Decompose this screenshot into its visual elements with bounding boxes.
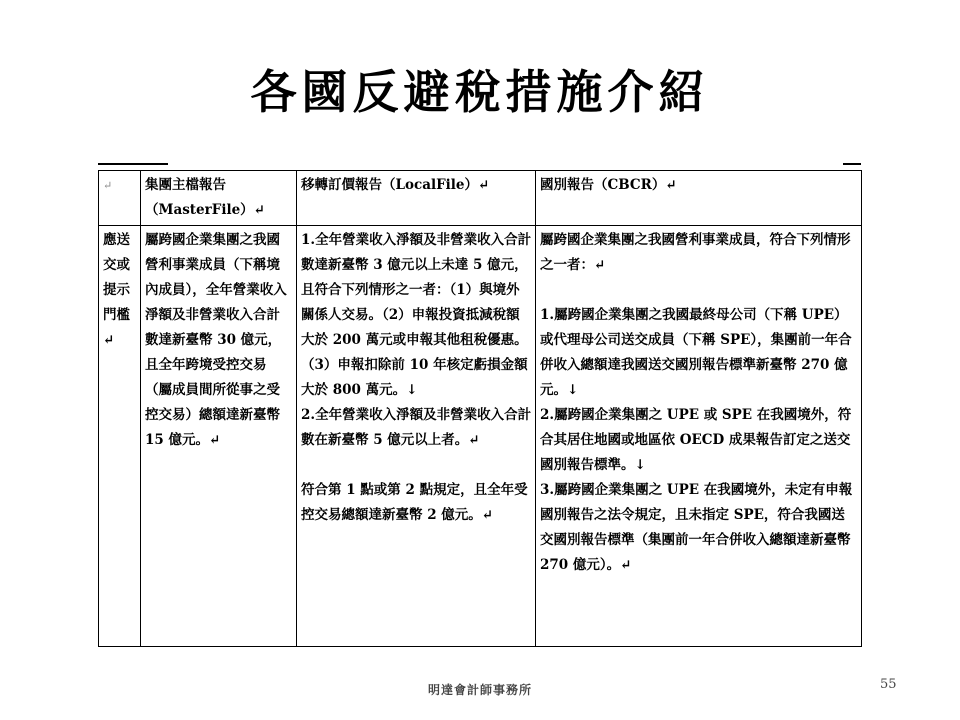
cell-cbcr-threshold: 屬跨國企業集團之我國營利事業成員，符合下列情形之一者：↵ 1.屬跨國企業集團之我國最終母公司（下稱 UPE）或代理母公司送交成員（下稱 SPE），集團前一年合併收入總額達我國送交國別報告標準新臺幣 270 億元。↓ 2.屬跨國企業集團之 UPE 或 SPE 在我國境外，符合其居住地國或地區依 OECD 成果報告訂定之送交國別報告標準。↓ 3.屬跨國企業集團之 UPE 在我國境外，未定有申報國別報告之法令規定，且未指定 SPE，符合我國送交國別報告標準（集團前一年合併收入總額達新臺幣 270 億元）。↵ — [536, 226, 862, 647]
table-top-rule-right — [843, 163, 861, 165]
header-cbcr: 國別報告（CBCR）↵ — [536, 171, 862, 226]
header-local-file: 移轉訂價報告（LocalFile）↵ — [297, 171, 536, 226]
table-row-threshold — [99, 226, 862, 647]
row-label-threshold: 應送交或提示門檻↵ — [99, 226, 141, 647]
header-master-file: 集團主檔報告 （MasterFile）↵ — [141, 171, 297, 226]
cell-local-file-threshold: 1.全年營業收入淨額及非營業收入合計數達新臺幣 3 億元以上未達 5 億元，且符合下列情形之一者：（1）與境外關係人交易。（2）申報投資抵減稅額大於 200 萬元或申報其他租稅優惠。（3）申報扣除前 10 年核定虧損金額大於 800 萬元。↓ 2.全年營業收入淨額及非營業收入合計數在新臺幣 5 億元以上者。↵ 符合第 1 點或第 2 點規定，且全年受控交易總額達新臺幣 2 億元。↵ — [297, 226, 536, 647]
slide-title: 各國反避稅措施介紹 — [250, 65, 710, 119]
comparison-table — [98, 170, 862, 647]
header-blank-cell: ↵ — [99, 171, 141, 226]
table-top-rule-left — [98, 163, 168, 165]
footer-firm-name: 明達會計師事務所 — [427, 683, 532, 697]
table-header-row — [99, 171, 862, 226]
page-number: 55 — [880, 677, 897, 692]
cell-master-file-threshold: 屬跨國企業集團之我國營利事業成員（下稱境內成員），全年營業收入淨額及非營業收入合計數達新臺幣 30 億元，且全年跨境受控交易（屬成員間所從事之受控交易）總額達新臺幣 15 億元。↵ — [141, 226, 297, 647]
